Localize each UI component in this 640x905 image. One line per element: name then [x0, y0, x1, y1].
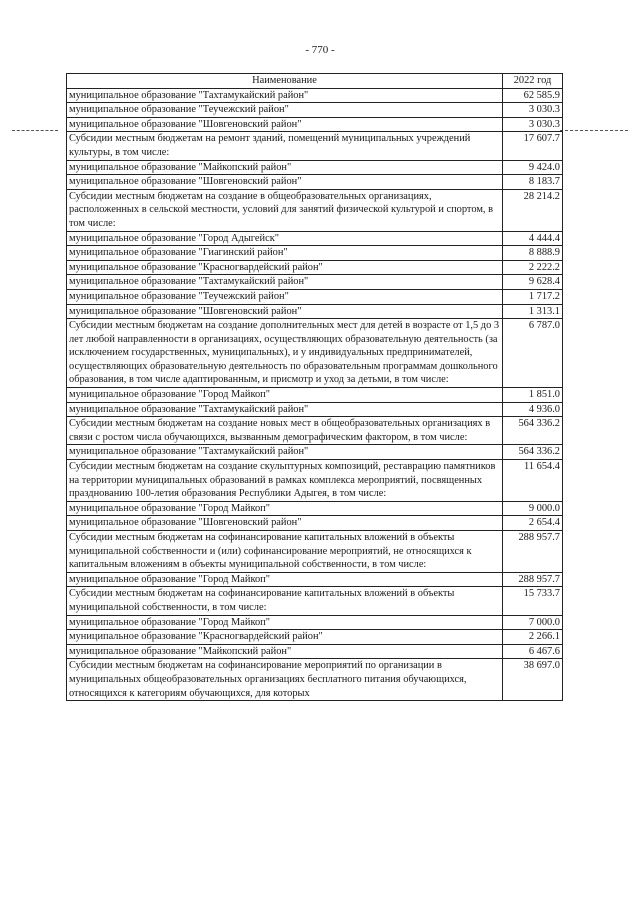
row-name: муниципальное образование "Тахтамукайский район" [67, 402, 503, 417]
row-name: муниципальное образование "Тахтамукайский район" [67, 275, 503, 290]
table-row [67, 231, 563, 246]
row-name: муниципальное образование "Красногвардейский район" [67, 630, 503, 645]
table-row [67, 260, 563, 275]
row-name: муниципальное образование "Красногвардейский район" [67, 260, 503, 275]
table-row [67, 659, 563, 701]
table-row [67, 117, 563, 132]
row-value: 38 697.0 [503, 659, 563, 701]
row-name: муниципальное образование "Город Майкоп" [67, 388, 503, 403]
row-value: 288 957.7 [503, 531, 563, 573]
row-name: муниципальное образование "Тахтамукайский район" [67, 445, 503, 460]
row-value: 1 313.1 [503, 304, 563, 319]
table-row [67, 246, 563, 261]
scan-artifact-line [12, 130, 58, 131]
column-header-year: 2022 год [503, 74, 563, 89]
row-value: 2 266.1 [503, 630, 563, 645]
table-row [67, 88, 563, 103]
scan-artifact-line [560, 130, 628, 131]
row-value: 288 957.7 [503, 572, 563, 587]
row-value: 9 000.0 [503, 501, 563, 516]
row-name: муниципальное образование "Город Майкоп" [67, 615, 503, 630]
row-value: 7 000.0 [503, 615, 563, 630]
table-header-row [67, 74, 563, 89]
row-value: 8 183.7 [503, 175, 563, 190]
row-value: 1 717.2 [503, 289, 563, 304]
row-value: 28 214.2 [503, 189, 563, 231]
budget-table [66, 73, 563, 701]
row-value: 9 424.0 [503, 160, 563, 175]
row-name: муниципальное образование "Шовгеновский район" [67, 304, 503, 319]
row-value: 6 467.6 [503, 644, 563, 659]
table-row [67, 445, 563, 460]
row-value: 9 628.4 [503, 275, 563, 290]
table-row [67, 587, 563, 615]
row-value: 2 222.2 [503, 260, 563, 275]
table-row [67, 319, 563, 388]
table-row [67, 644, 563, 659]
table-row [67, 516, 563, 531]
table-row [67, 501, 563, 516]
table-row [67, 275, 563, 290]
table-row [67, 402, 563, 417]
row-name: муниципальное образование "Шовгеновский район" [67, 117, 503, 132]
row-name: Субсидии местным бюджетам на софинансирование капитальных вложений в объекты муниципальной собственности и (или) софинансирование мероприятий, не относящихся к капитальным вложениям в объекты муниципальной собственности, в том числе: [67, 531, 503, 573]
row-value: 17 607.7 [503, 132, 563, 160]
row-name: муниципальное образование "Майкопский район" [67, 644, 503, 659]
row-name: муниципальное образование "Город Майкоп" [67, 572, 503, 587]
table-row [67, 460, 563, 502]
row-name: муниципальное образование "Теучежский район" [67, 103, 503, 118]
table-body [67, 88, 563, 701]
row-name: муниципальное образование "Шовгеновский район" [67, 175, 503, 190]
table-row [67, 103, 563, 118]
row-name: муниципальное образование "Город Адыгейск" [67, 231, 503, 246]
table-row [67, 615, 563, 630]
row-value: 3 030.3 [503, 103, 563, 118]
row-value: 4 444.4 [503, 231, 563, 246]
column-header-name: Наименование [67, 74, 503, 89]
row-value: 62 585.9 [503, 88, 563, 103]
table-row [67, 189, 563, 231]
row-name: Субсидии местным бюджетам на софинансирование капитальных вложений в объекты муниципальной собственности, в том числе: [67, 587, 503, 615]
row-name: муниципальное образование "Город Майкоп" [67, 501, 503, 516]
table-row [67, 388, 563, 403]
row-value: 4 936.0 [503, 402, 563, 417]
table-row [67, 572, 563, 587]
row-value: 15 733.7 [503, 587, 563, 615]
table-row [67, 132, 563, 160]
table-row [67, 160, 563, 175]
table-row [67, 289, 563, 304]
row-name: Субсидии местным бюджетам на ремонт зданий, помещений муниципальных учреждений культуры, в том числе: [67, 132, 503, 160]
row-name: муниципальное образование "Теучежский район" [67, 289, 503, 304]
row-name: муниципальное образование "Тахтамукайский район" [67, 88, 503, 103]
row-value: 8 888.9 [503, 246, 563, 261]
table-row [67, 175, 563, 190]
row-value: 11 654.4 [503, 460, 563, 502]
page-number: - 770 - [305, 44, 335, 56]
row-name: Субсидии местным бюджетам на создание скульптурных композиций, реставрацию памятников на территории муниципальных образований в рамках комплекса мероприятий, посвященных празднованию 100-летия образования Республики Адыгея, в том числе: [67, 460, 503, 502]
row-name: муниципальное образование "Майкопский район" [67, 160, 503, 175]
table-row [67, 304, 563, 319]
row-name: муниципальное образование "Гиагинский район" [67, 246, 503, 261]
row-name: Субсидии местным бюджетам на создание в общеобразовательных организациях, расположенных в сельской местности, условий для занятий физической культурой и спортом, в том числе: [67, 189, 503, 231]
table-row [67, 531, 563, 573]
row-value: 2 654.4 [503, 516, 563, 531]
row-value: 1 851.0 [503, 388, 563, 403]
row-value: 3 030.3 [503, 117, 563, 132]
row-name: Субсидии местным бюджетам на софинансирование мероприятий по организации в муниципальных общеобразовательных организациях бесплатного питания обучающихся, относящихся к категориям обучающихся, для которых [67, 659, 503, 701]
row-name: муниципальное образование "Шовгеновский район" [67, 516, 503, 531]
row-name: Субсидии местным бюджетам на создание дополнительных мест для детей в возрасте от 1,5 до 3 лет любой направленности в организациях, осуществляющих образовательную деятельность (за исключением государственных, муниципальных), и у индивидуальных предпринимателей, осуществляющих образовательную деятельность по образовательным программам дошкольного образования, в том числе адаптированным, и присмотр и уход за детьми, в том числе: [67, 319, 503, 388]
row-value: 564 336.2 [503, 417, 563, 445]
row-name: Субсидии местным бюджетам на создание новых мест в общеобразовательных организациях в связи с ростом числа обучающихся, вызванным демографическим фактором, в том числе: [67, 417, 503, 445]
row-value: 6 787.0 [503, 319, 563, 388]
table-row [67, 630, 563, 645]
table-row [67, 417, 563, 445]
row-value: 564 336.2 [503, 445, 563, 460]
